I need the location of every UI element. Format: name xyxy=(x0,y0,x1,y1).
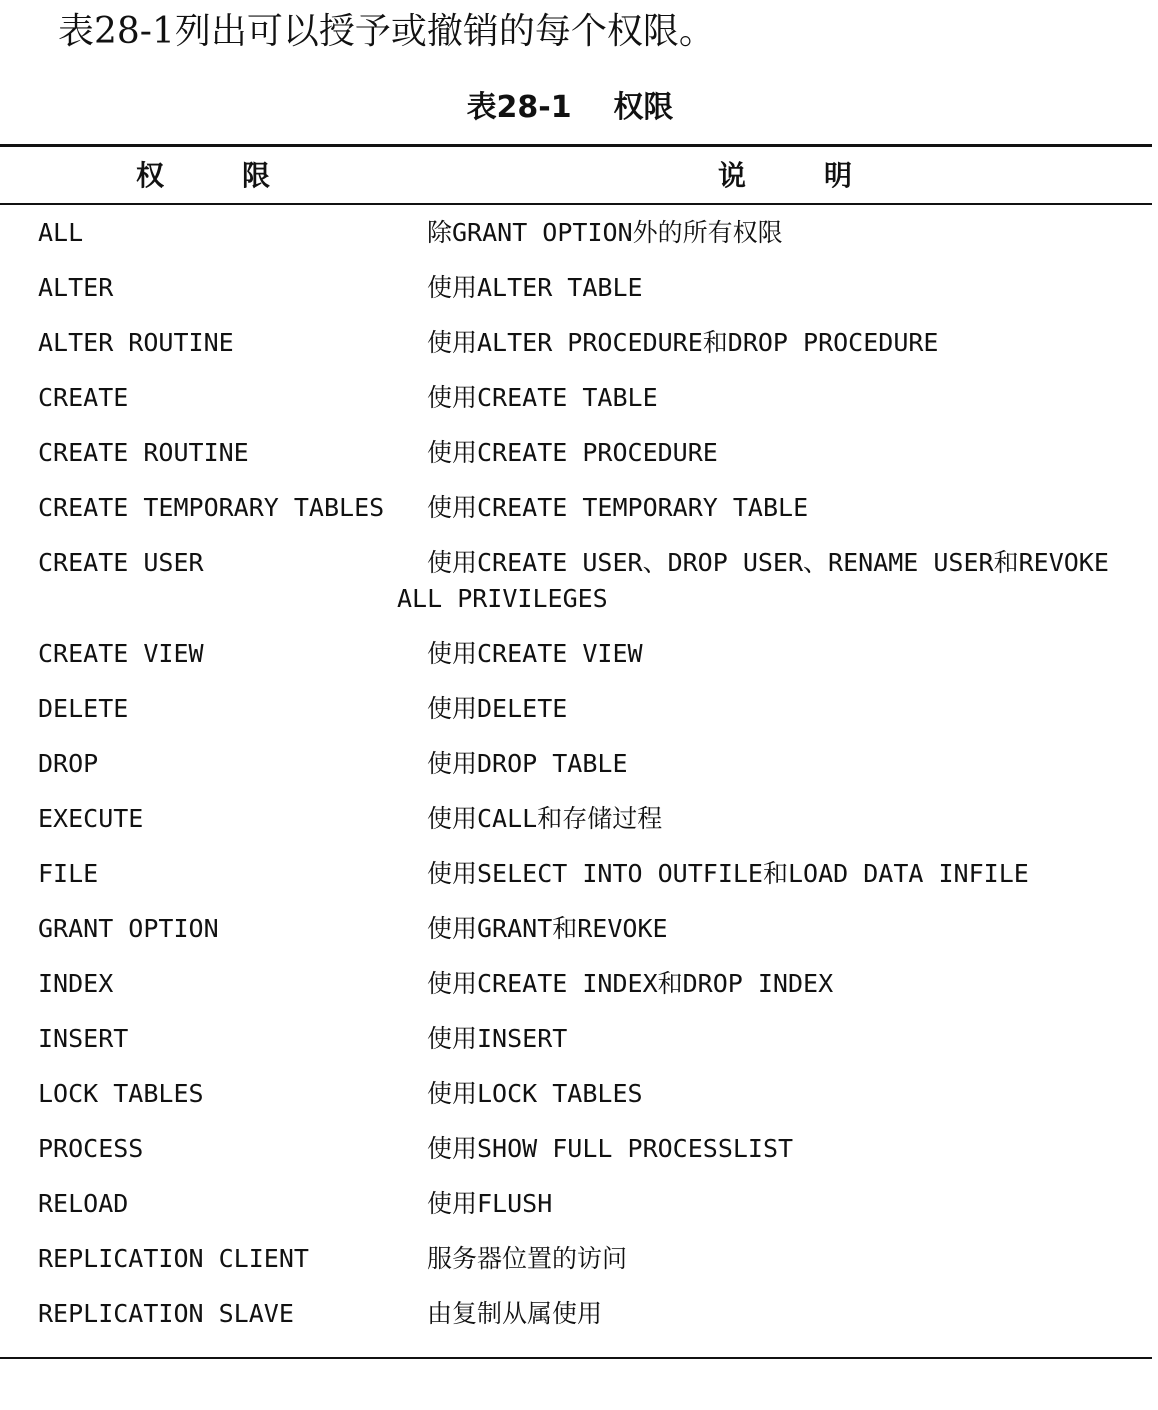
privilege-cell: CREATE xyxy=(38,383,129,412)
privilege-cell: ALL xyxy=(38,218,84,247)
privilege-cell: FILE xyxy=(38,859,99,888)
privilege-cell: CREATE USER xyxy=(38,548,204,577)
privilege-cell: GRANT OPTION xyxy=(38,914,219,943)
description-cell: 使用CREATE USER、DROP USER、RENAME USER和REVOKE ALL PRIVILEGES xyxy=(397,548,1109,613)
table-row xyxy=(0,741,1152,796)
description-cell: 除GRANT OPTION外的所有权限 xyxy=(427,218,783,247)
table-row xyxy=(0,1016,1152,1071)
privilege-cell: CREATE VIEW xyxy=(38,639,204,668)
table-row xyxy=(0,686,1152,741)
description-cell: 服务器位置的访问 xyxy=(427,1244,628,1273)
privilege-cell: ALTER xyxy=(38,273,114,302)
description-cell: 使用LOCK TABLES xyxy=(427,1079,643,1108)
privilege-cell: DROP xyxy=(38,749,99,778)
description-cell: 使用SELECT INTO OUTFILE和LOAD DATA INFILE xyxy=(427,859,1029,888)
table-top-rule xyxy=(0,144,1152,147)
table-row xyxy=(0,796,1152,851)
privilege-cell: REPLICATION SLAVE xyxy=(38,1299,294,1328)
table-header-rule xyxy=(0,203,1152,205)
description-cell: 使用GRANT和REVOKE xyxy=(427,914,668,943)
table-row xyxy=(0,265,1152,320)
table-row xyxy=(0,906,1152,961)
privilege-cell: RELOAD xyxy=(38,1189,129,1218)
privilege-cell: PROCESS xyxy=(38,1134,144,1163)
privilege-cell: REPLICATION CLIENT xyxy=(38,1244,309,1273)
description-cell: 使用FLUSH xyxy=(427,1189,553,1218)
table-row xyxy=(0,1181,1152,1236)
description-cell: 使用CREATE VIEW xyxy=(427,639,643,668)
table-row xyxy=(0,320,1152,375)
table-row xyxy=(0,485,1152,540)
description-cell: 使用CREATE INDEX和DROP INDEX xyxy=(427,969,834,998)
description-cell: 使用DROP TABLE xyxy=(427,749,628,778)
table-row xyxy=(0,375,1152,430)
table-bottom-rule xyxy=(0,1357,1152,1359)
privilege-cell: DELETE xyxy=(38,694,129,723)
table-row xyxy=(0,430,1152,485)
privilege-cell: EXECUTE xyxy=(38,804,144,833)
table-caption: 表28-1 权限 xyxy=(466,90,674,125)
description-cell: 使用CALL和存储过程 xyxy=(427,804,663,833)
table-row xyxy=(0,1291,1152,1346)
description-cell: 使用INSERT xyxy=(427,1024,568,1053)
table-row xyxy=(0,851,1152,906)
privilege-cell: INSERT xyxy=(38,1024,129,1053)
table-row xyxy=(0,961,1152,1016)
privilege-cell: INDEX xyxy=(38,969,114,998)
description-cell: 使用CREATE PROCEDURE xyxy=(427,438,718,467)
header-privilege: 权 限 xyxy=(136,159,270,192)
description-cell: 使用ALTER PROCEDURE和DROP PROCEDURE xyxy=(427,328,939,357)
table-row xyxy=(0,1126,1152,1181)
privilege-cell: CREATE TEMPORARY TABLES xyxy=(38,493,385,522)
privilege-table-body xyxy=(0,210,1152,1346)
description-cell: 使用DELETE xyxy=(427,694,568,723)
intro-text: 表28-1列出可以授予或撤销的每个权限。 xyxy=(58,11,715,52)
description-cell: 使用SHOW FULL PROCESSLIST xyxy=(427,1134,794,1163)
description-cell: 由复制从属使用 xyxy=(427,1299,603,1328)
privilege-cell: ALTER ROUTINE xyxy=(38,328,234,357)
privilege-cell: LOCK TABLES xyxy=(38,1079,204,1108)
description-cell: 使用CREATE TABLE xyxy=(427,383,658,412)
description-cell: 使用ALTER TABLE xyxy=(427,273,643,302)
table-row xyxy=(0,1236,1152,1291)
table-row xyxy=(0,631,1152,686)
table-row xyxy=(0,1071,1152,1126)
table-row xyxy=(0,540,1152,631)
description-cell: 使用CREATE TEMPORARY TABLE xyxy=(427,493,809,522)
header-description: 说 明 xyxy=(718,159,852,192)
table-row xyxy=(0,210,1152,265)
privilege-cell: CREATE ROUTINE xyxy=(38,438,249,467)
